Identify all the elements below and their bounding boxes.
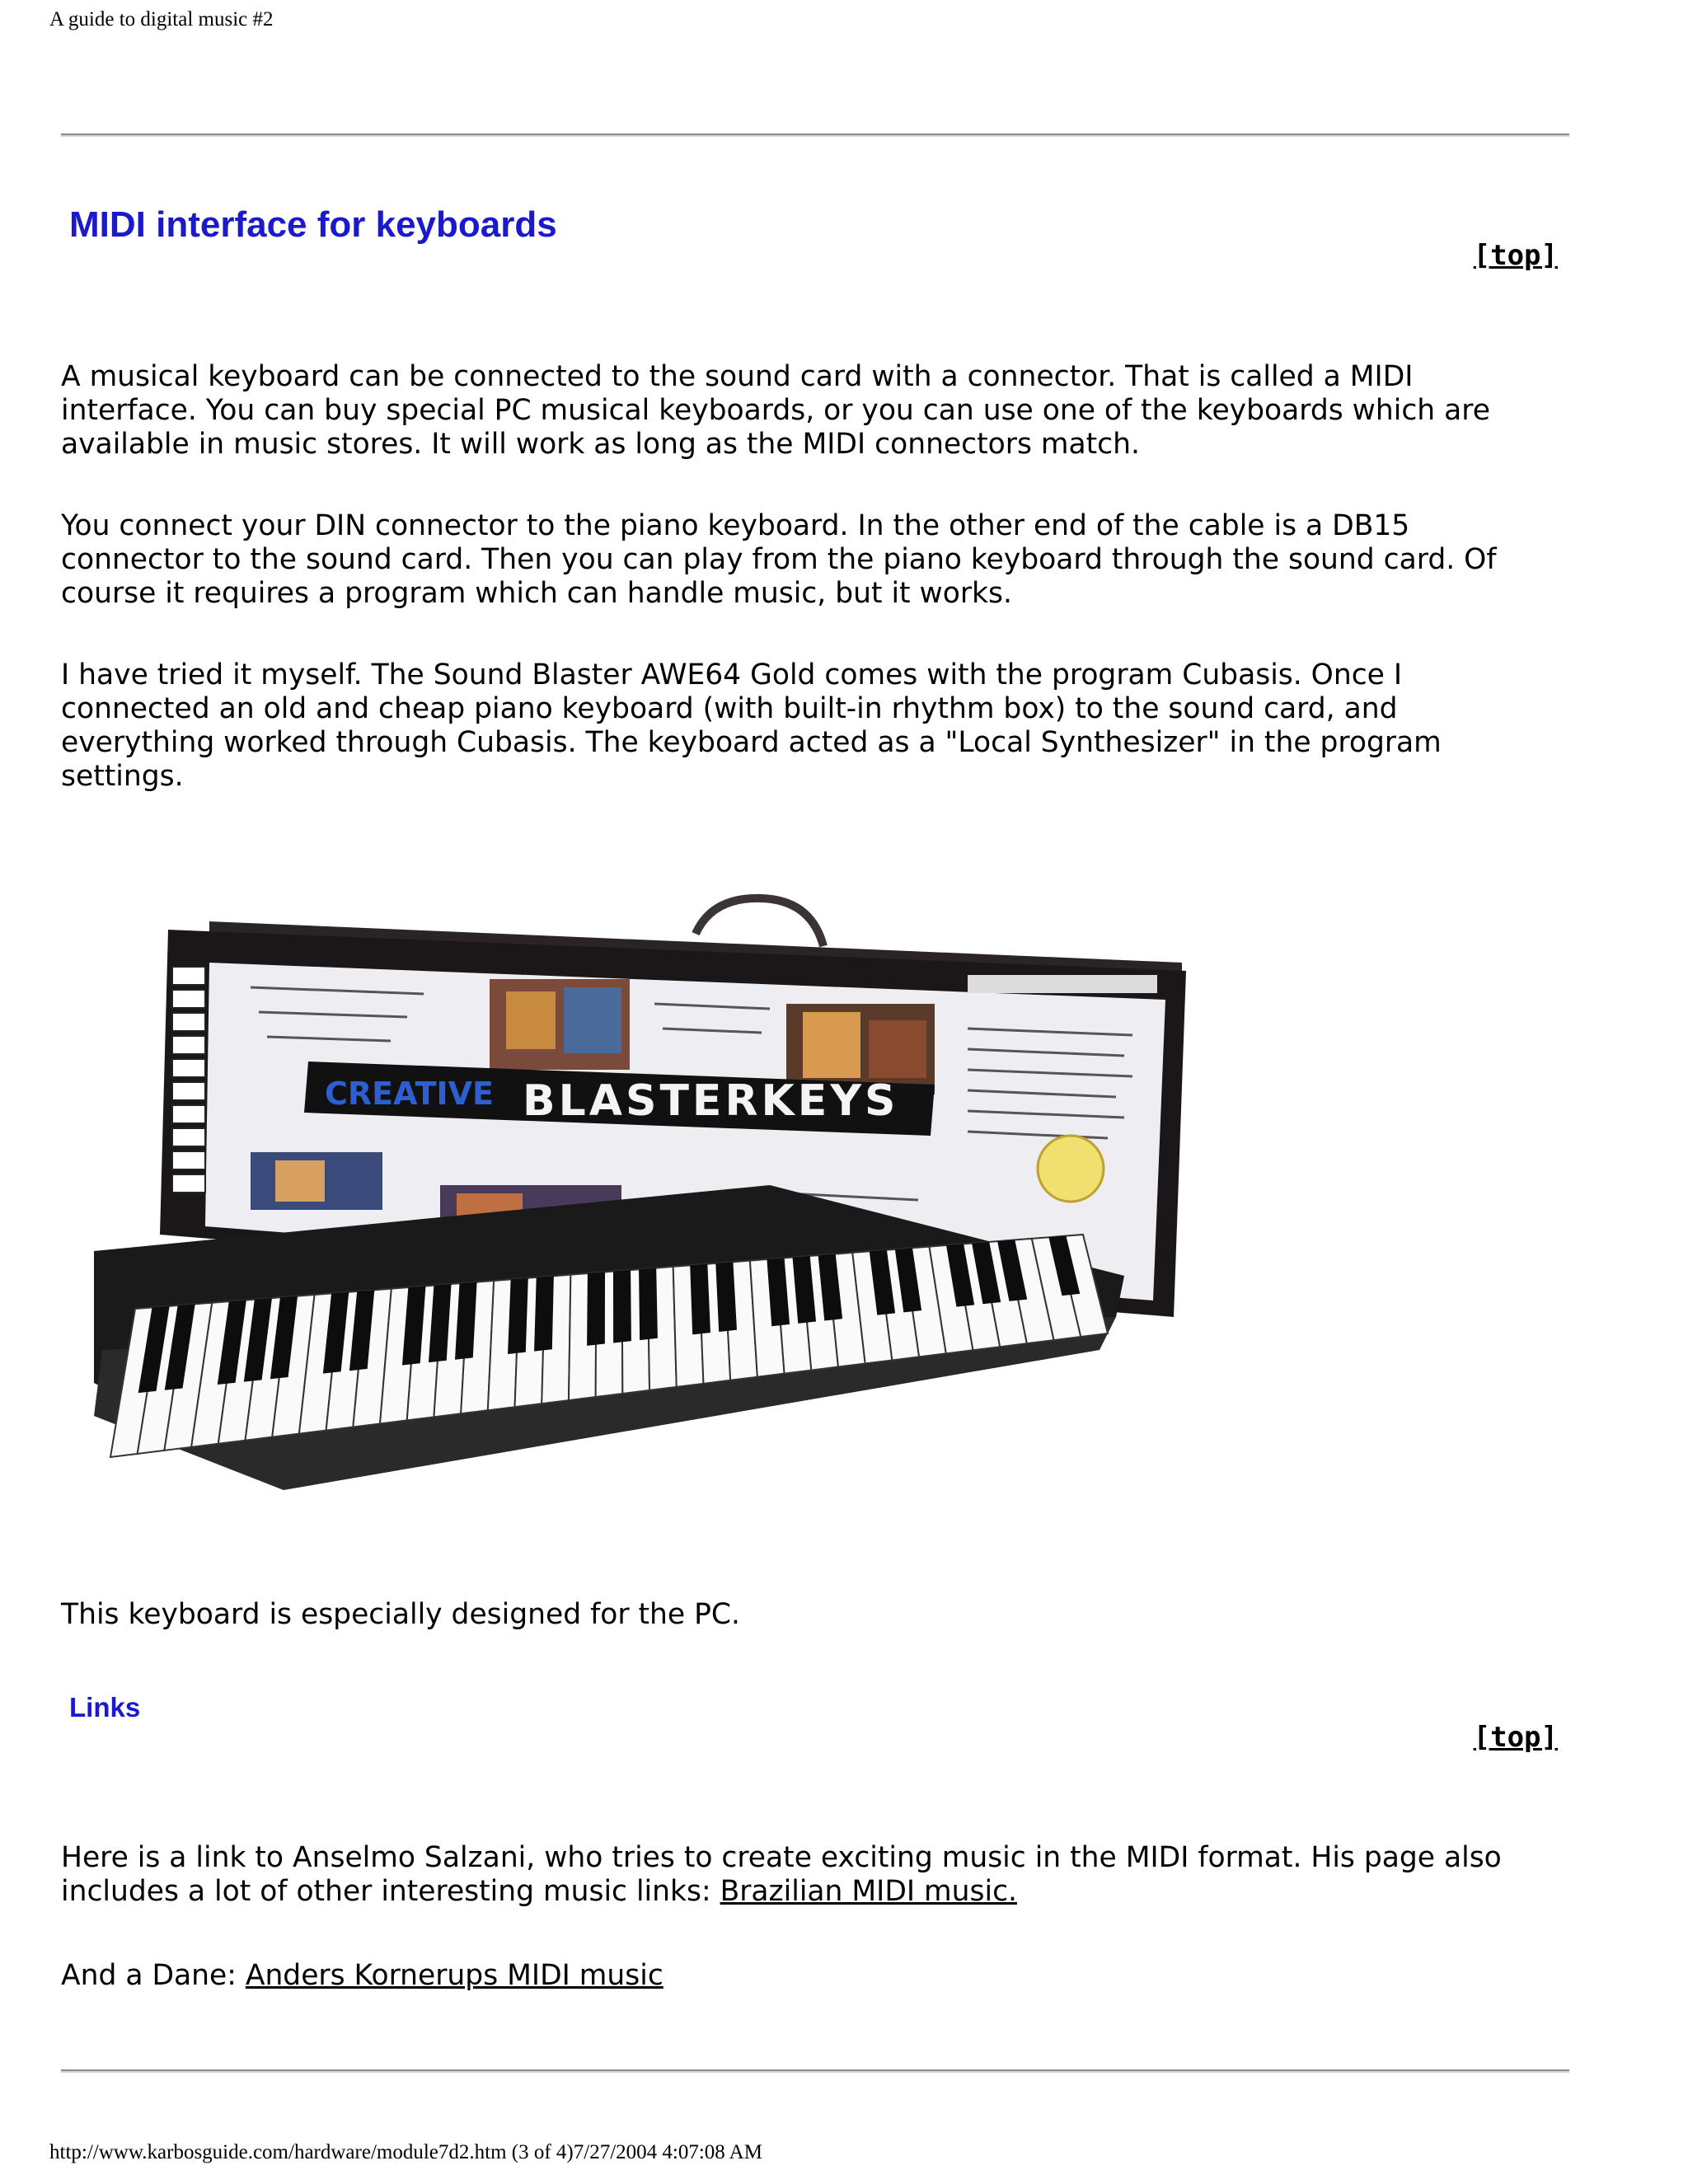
paragraph-din-connector: You connect your DIN connector to the piano keyboard. In the other end of the cable is a DB15 connector to the sound card. Then you can play from the piano keyboard through the sound card. Of course it requires a program which can handle music, but it works. <box>61 509 1497 610</box>
piano-black-key <box>508 1278 528 1354</box>
paragraph-cubasis: I have tried it myself. The Sound Blaster AWE64 Gold comes with the program Cubasis. Once I connected an old and cheap piano keyboard (with built-in rhythm box) to the sound card, and everything worked through Cubasis. The keyboard acted as a "Local Synthesizer" in the program settings. <box>61 658 1442 793</box>
paragraph-dane <box>61 1959 1528 1993</box>
section-title-links: Links <box>69 1692 141 1722</box>
print-header: A guide to digital music #2 <box>49 8 274 30</box>
piano-black-key <box>715 1262 737 1332</box>
anders-kornerups-midi-link[interactable]: Anders Kornerups MIDI music <box>245 1959 663 1992</box>
section-title-midi: MIDI interface for keyboards <box>69 204 557 245</box>
print-footer: http://www.karbosguide.com/hardware/module7d2.htm (3 of 4)7/27/2004 4:07:08 AM <box>49 2141 762 2163</box>
paragraph-salzani <box>61 1841 1528 1909</box>
blasterkeys-photo <box>61 888 1190 1498</box>
photo-caption: This keyboard is especially designed for the PC. <box>61 1598 740 1631</box>
paragraph-midi-interface: A musical keyboard can be connected to the sound card with a connector. That is called a MIDI interface. You can buy special PC musical keyboards, or you can use one of the keyboards which are available in music stores. It will work as long as the MIDI connectors match. <box>61 360 1490 461</box>
piano-black-key <box>534 1276 554 1351</box>
piano-black-key <box>639 1268 658 1341</box>
piano-black-key <box>690 1264 710 1335</box>
bottom-divider <box>61 2069 1569 2073</box>
piano-black-key <box>613 1270 631 1343</box>
box-product-text: BLASTERKEYS <box>523 1076 899 1126</box>
top-link[interactable]: [top] <box>1473 239 1558 272</box>
salzani-text: Here is a link to Anselmo Salzani, who tries to create exciting music in the MIDI format. His page also includes a lot of other interesting music links: <box>61 1841 1502 1908</box>
top-divider <box>61 134 1569 137</box>
piano-black-key <box>587 1272 605 1345</box>
box-brand-text: CREATIVE <box>325 1076 494 1112</box>
brazilian-midi-music-link[interactable]: Brazilian MIDI music. <box>720 1875 1018 1908</box>
top-link[interactable]: [top] <box>1473 1721 1558 1754</box>
dane-text: And a Dane: <box>61 1959 246 1992</box>
